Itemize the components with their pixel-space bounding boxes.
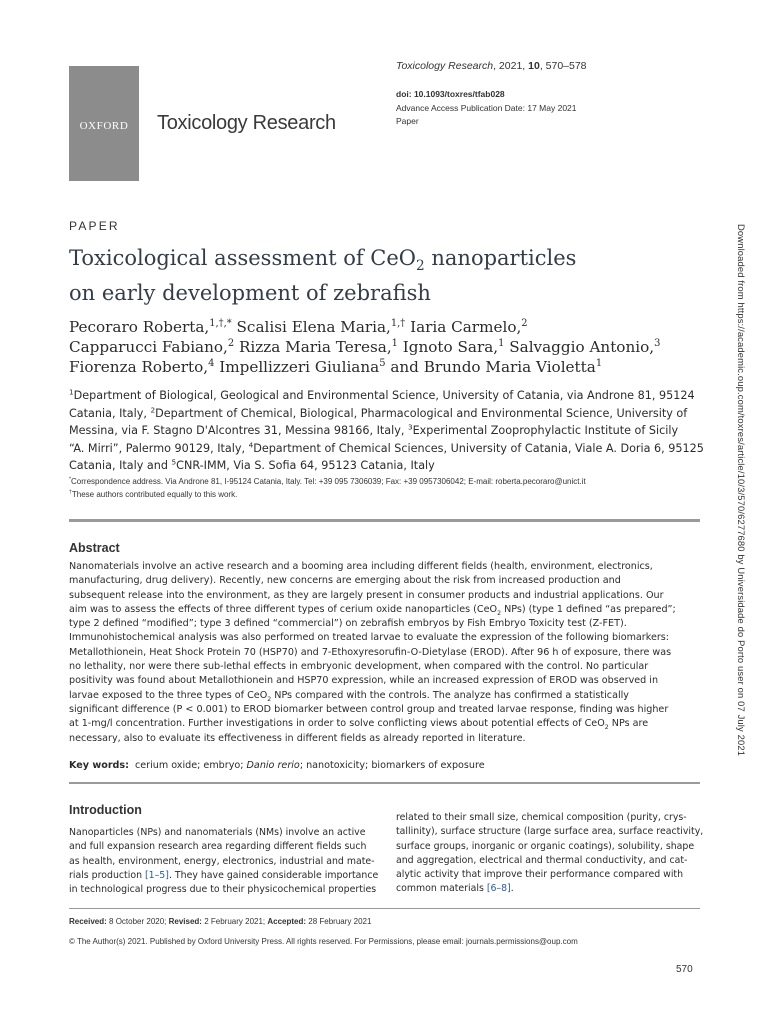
title-line2: on early development of zebrafish	[69, 281, 431, 305]
body-line: alytic activity that improve their performance compared with	[396, 869, 684, 881]
author: Impellizzeri Giuliana	[214, 358, 380, 376]
author-affil: 5	[379, 357, 386, 369]
abstract-line: NPs compared with the controls. The analyze has confirmed a statistically	[271, 689, 629, 701]
keywords-text: cerium oxide; embryo;	[134, 760, 247, 771]
title-line1: Toxicological assessment of CeO	[69, 246, 417, 270]
body-line: and full expansion research area regarding different fields such	[69, 841, 367, 853]
keywords-label: Key words:	[69, 760, 129, 771]
citation-pages: , 570–578	[539, 60, 587, 72]
download-watermark	[733, 224, 749, 800]
abstract-line: manufacturing, drug delivery). Recently, new concerns are emerging about the risk from increased production and	[69, 575, 621, 587]
author-list	[69, 317, 699, 377]
oxford-logo	[69, 66, 139, 181]
affil-line: Department of Chemical Sciences, University of Catania, Viale A. Doria 6, 95125	[253, 441, 704, 455]
affil-number: 2	[150, 404, 156, 414]
affil-line: Department of Chemical, Biological, Pharmacological and Environmental Science, University of	[155, 406, 688, 420]
abstract-line: Nanomaterials involve an active research and a booming area including different fields (health, environment, electronics,	[69, 561, 653, 572]
article-type: Paper	[396, 116, 419, 126]
revised-label: Revised:	[168, 917, 202, 926]
affil-number: 1	[69, 387, 74, 397]
author-affil: 1	[595, 357, 603, 369]
affil-line: CNR-IMM, Via S. Sofia 64, 95123 Catania, Italy	[176, 459, 435, 472]
body-line: surface groups, inorganic or organic coatings), solubility, shape	[396, 840, 695, 852]
divider	[69, 782, 700, 784]
article-title	[69, 241, 689, 311]
equal-contribution-note: These authors contributed equally to this work.	[71, 490, 238, 499]
citation-link[interactable]: [6–8]	[486, 883, 511, 895]
title-subscript: 2	[416, 258, 425, 275]
author-affil: 1,†	[390, 317, 406, 329]
affil-number: 5	[171, 457, 177, 467]
body-line: as health, environment, energy, electronics, industrial and mate-	[69, 855, 375, 867]
author-affil: 1	[391, 337, 398, 349]
author-affil: 2	[521, 317, 528, 329]
download-watermark-text: Downloaded from https://academic.oup.com/toxres/article/10/3/570/6277680 by Universidade do Porto user on 07 July 2021	[736, 224, 747, 757]
affil-line: “A. Mirri”, Palermo 90129, Italy,	[69, 441, 249, 455]
citation-journal: Toxicology Research	[396, 60, 494, 72]
received-label: Received:	[69, 917, 107, 926]
author-affil: 3	[654, 337, 661, 349]
affil-number: 3	[407, 422, 413, 432]
abstract-line: NPs) (type 1 defined “as prepared”;	[501, 603, 676, 615]
abstract-line: at 1-mg/l concentration. Further investigations in order to solve conflicting views about potential effects of CeO	[69, 718, 605, 730]
author: Capparucci Fabiano,	[69, 338, 228, 356]
affil-line: Department of Biological, Geological and Environmental Science, University of Catania, via Androne 81, 95124	[73, 389, 695, 402]
affil-line: Messina, via F. Stagno D'Alcontres 31, Messina 98166, Italy,	[69, 424, 408, 437]
author: Pecoraro Roberta,	[69, 318, 210, 336]
author: Scalisi Elena Maria,	[231, 318, 391, 336]
affil-line: Catania, Italy and	[69, 459, 172, 472]
author-affil: 2	[227, 337, 235, 349]
abstract-line: necessary, also to evaluate its effectiveness in different fields as already reported in literature.	[69, 732, 526, 744]
abstract-line: aim was to assess the effects of three different types of cerium oxide nanoparticles (CeO	[69, 603, 498, 615]
body-line: and aggregation, electrical and thermal conductivity, and cat-	[396, 854, 688, 866]
abstract-line: subsequent release into the environment, as they are largely present in consumer products and industrial applications. Our	[69, 589, 664, 601]
revised-date: 2 February 2021;	[201, 917, 268, 926]
doi-link[interactable]: doi: 10.1093/toxres/tfab028	[396, 89, 505, 99]
body-line: related to their small size, chemical composition (purity, crys-	[396, 812, 687, 823]
equal-symbol: †	[69, 489, 72, 496]
oxford-logo-text: OXFORD	[79, 120, 129, 132]
abstract-line: NPs are	[608, 718, 649, 730]
correspondence-note: Correspondence address. Via Androne 81, I-95124 Catania, Italy. Tel: +39 095 7306039; Fax: +39 0957306042; E-mail: roberta.pecoraro@unict.it	[71, 477, 586, 486]
page-number: 570	[676, 964, 693, 975]
abstract-line: Metallothionein, Heat Shock Protein 70 (HSP70) and 7-Ethoxyresorufin-O-Dietylase (EROD). After 96 h of exposure, there was	[69, 646, 672, 658]
abstract-line: significant difference (P < 0.001) to EROD biomarker between control group and treated larvae response, finding was higher	[69, 703, 669, 715]
citation-year: , 2021,	[493, 60, 529, 72]
abstract-line: type 2 defined “modified”; type 3 defined “commercial”) on zebrafish embryos by Fish Embryo Toxicity test (Z-FET).	[69, 618, 627, 630]
author: Ignoto Sara,	[397, 338, 499, 356]
body-line: tallinity), surface structure (large surface area, surface reactivity,	[396, 826, 704, 838]
corr-symbol: *	[69, 476, 72, 483]
body-line: in technological progress due to their physicochemical properties	[69, 884, 377, 896]
author-affil: 1,†,*	[209, 317, 232, 329]
affil-line: Catania, Italy,	[69, 406, 151, 420]
body-line: . They have gained considerable importance	[168, 869, 379, 881]
accepted-date: 28 February 2021	[306, 917, 372, 926]
body-line: rials production	[69, 869, 145, 881]
keywords	[69, 760, 485, 771]
subscript: 2	[267, 695, 272, 703]
affiliations	[69, 387, 709, 475]
subscript: 2	[497, 609, 502, 617]
title-line1-end: nanoparticles	[424, 246, 577, 270]
abstract-heading: Abstract	[69, 541, 120, 555]
accepted-label: Accepted:	[267, 917, 307, 926]
article-dates	[69, 917, 371, 926]
author: Salvaggio Antonio,	[504, 338, 655, 356]
keywords-text: ; nanotoxicity; biomarkers of exposure	[299, 760, 485, 771]
citation-volume: 10	[528, 60, 540, 72]
introduction-right-column	[396, 811, 706, 897]
subscript: 2	[604, 724, 609, 732]
abstract-line: no lethality, nor were there sub-lethal effects in embryonic development, when compared with the control. No particular	[69, 661, 649, 673]
affil-number: 4	[248, 439, 254, 449]
footnotes	[69, 475, 586, 501]
introduction-left-column	[69, 826, 379, 897]
keywords-italic: Danio rerio	[246, 760, 300, 771]
abstract-line: Immunohistochemical analysis was also performed on treated larvae to evaluate the expression of the following biomarkers:	[69, 632, 670, 644]
divider	[69, 519, 700, 522]
abstract-line: larvae exposed to the three types of CeO	[69, 689, 268, 701]
introduction-heading: Introduction	[69, 803, 142, 817]
affil-line: Experimental Zooprophylactic Institute of Sicily	[412, 424, 679, 437]
copyright-notice: © The Author(s) 2021. Published by Oxford University Press. All rights reserved. For Permissions, please email: journals.permissions@oup.com	[69, 937, 578, 946]
author: Rizza Maria Teresa,	[234, 338, 392, 356]
citation	[396, 60, 587, 72]
body-line: common materials	[396, 883, 487, 895]
author: and Brundo Maria Violetta	[385, 358, 596, 376]
author: Iaria Carmelo,	[405, 318, 522, 336]
abstract-line: positivity was found about Metallothionein and HSP70 expression, while an increased expression of EROD was observed in	[69, 675, 659, 687]
received-date: 8 October 2020;	[106, 917, 169, 926]
body-line: .	[510, 883, 514, 895]
advance-access-date: Advance Access Publication Date: 17 May 2021	[396, 103, 577, 113]
citation-link[interactable]: [1–5]	[145, 869, 169, 881]
author-affil: 4	[208, 357, 215, 369]
author-affil: 1	[498, 337, 505, 349]
section-label: PAPER	[69, 219, 120, 233]
journal-name: Toxicology Research	[157, 112, 336, 134]
abstract-body	[69, 560, 709, 746]
author: Fiorenza Roberto,	[69, 358, 209, 376]
divider	[69, 908, 700, 909]
body-line: Nanoparticles (NPs) and nanomaterials (NMs) involve an active	[69, 827, 366, 838]
